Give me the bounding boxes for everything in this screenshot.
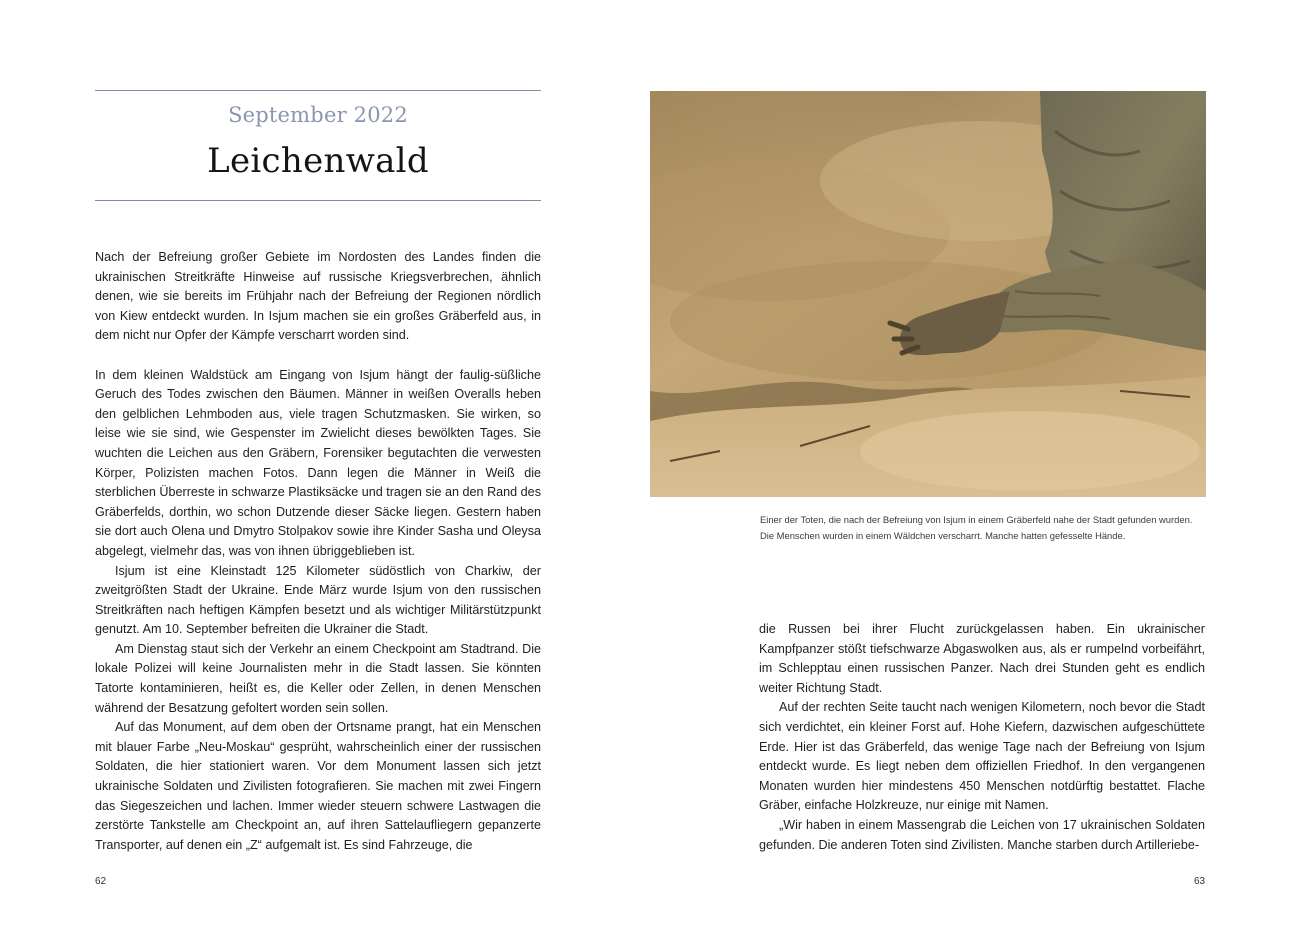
photo-illustration xyxy=(650,91,1206,497)
body-paragraph: Auf der rechten Seite taucht nach wenigen Kilometern, noch bevor die Stadt sich verdichtet, ein kleiner Forst auf. Hohe Kiefern, dazwischen aufgeschüttete Erde. Hier ist das Gräberfeld, das wenige Tage nach der Befreiung von Isjum entdeckt wurde. Es liegt neben dem offiziellen Friedhof. In den vergangenen Monaten wurden hier mindestens 450 Menschen notdürftig bestattet. Flache Gräber, einfache Holzkreuze, nur einige mit Namen. xyxy=(759,700,1205,813)
chapter-title: Leichenwald xyxy=(207,141,429,181)
body-paragraph: die Russen bei ihrer Flucht zurückgelassen haben. Ein ukrainischer Kampfpanzer stößt tiefschwarze Abgaswolken aus, als er rumpelnd vorbeifährt, im Schlepptau einen russischen Panzer. Nach drei Stunden geht es endlich weiter Richtung Stadt. xyxy=(759,622,1205,695)
intro-paragraph: Nach der Befreiung großer Gebiete im Nordosten des Landes finden die ukrainischen Streitkräfte Hinweise auf russische Kriegsverbrechen, ähnlich denen, wie sie bereits im Frühjahr nach der Befreiung der Regionen nördlich von Kiew entdeckt wurden. In Isjum machen sie ein großes Gräberfeld aus, in dem nicht nur Opfer der Kämpfe verscharrt worden sind. xyxy=(95,250,541,343)
photo-caption: Einer der Toten, die nach der Befreiung von Isjum in einem Gräberfeld nahe der Stadt gefunden wurden. Die Menschen wurden in einem Wäldchen verscharrt. Manche hatten gefesselte Hände. xyxy=(760,514,1193,541)
body-paragraph: Auf das Monument, auf dem oben der Ortsname prangt, hat ein Menschen mit blauer Farbe „Neu-Moskau“ gesprüht, wahrscheinlich einer der russischen Soldaten, die hier stationiert waren. Vor dem Monument lassen sich jetzt ukrainische Soldaten und Zivilisten fotografieren. Sie machen mit zwei Fingern das Siegeszeichen und lachen. Immer wieder steuern schwere Lastwagen die zerstörte Tankstelle am Checkpoint an, auf ihren Sattelaufliegern gepanzerte Transporter, auf denen ein „Z“ aufgemalt ist. Es sind Fahrzeuge, die xyxy=(95,720,541,852)
right-page xyxy=(650,0,1300,926)
chapter-date: September 2022 xyxy=(228,103,408,127)
page-number-left: 62 xyxy=(95,876,107,887)
body-paragraph: Am Dienstag staut sich der Verkehr an einem Checkpoint am Stadtrand. Die lokale Polizei will keine Journalisten mehr in die Stadt lassen. Sie könnten Tatorte kontaminieren, heißt es, die Keller oder Zellen, in denen Menschen während der Besatzung gefoltert worden sein sollen. xyxy=(95,641,541,715)
photo-grave-field xyxy=(650,91,1206,497)
title-rule-top xyxy=(95,90,541,91)
title-rule-bottom xyxy=(95,200,541,201)
right-text-column xyxy=(759,620,1205,855)
body-paragraph: Isjum ist eine Kleinstadt 125 Kilometer südöstlich von Charkiw, der zweitgrößten Stadt der Ukraine. Ende März wurde Isjum von den russischen Streitkräften nach heftigen Kämpfen besetzt und als wichtiger Militärstützpunkt genutzt. Am 10. September befreiten die Ukrainer die Stadt. xyxy=(95,563,541,637)
body-paragraph: „Wir haben in einem Massengrab die Leichen von 17 ukrainischen Soldaten gefunden. Die anderen Toten sind Zivilisten. Manche starben durch Artilleriebe- xyxy=(759,817,1205,852)
page-number-right: 63 xyxy=(1194,876,1206,887)
left-text-column xyxy=(95,248,541,855)
body-paragraph: In dem kleinen Waldstück am Eingang von Isjum hängt der faulig-süßliche Geruch des Todes zwischen den Bäumen. Männer in weißen Overalls heben den gelblichen Lehmboden aus, viele tragen Schutzmasken. Sie wirken, so leise wie sie sind, wie Gespenster im Zwielicht dieses bewölkten Tages. Sie wuchten die Leichen aus den Gräbern, Forensiker begutachten die verwesten Körper, Polizisten machen Fotos. Dann legen die Männer in Weiß die sterblichen Überreste in schwarze Plastiksäcke und tragen sie an den Rand des Gräberfelds, dorthin, wo schon Dutzende dieser Säcke liegen. Gestern haben sie dort auch Olena und Dmytro Stolpakov sowie ihre Kinder Sasha und Oleysa abgelegt, vielmehr das, was von ihnen übriggeblieben ist. xyxy=(95,367,541,558)
